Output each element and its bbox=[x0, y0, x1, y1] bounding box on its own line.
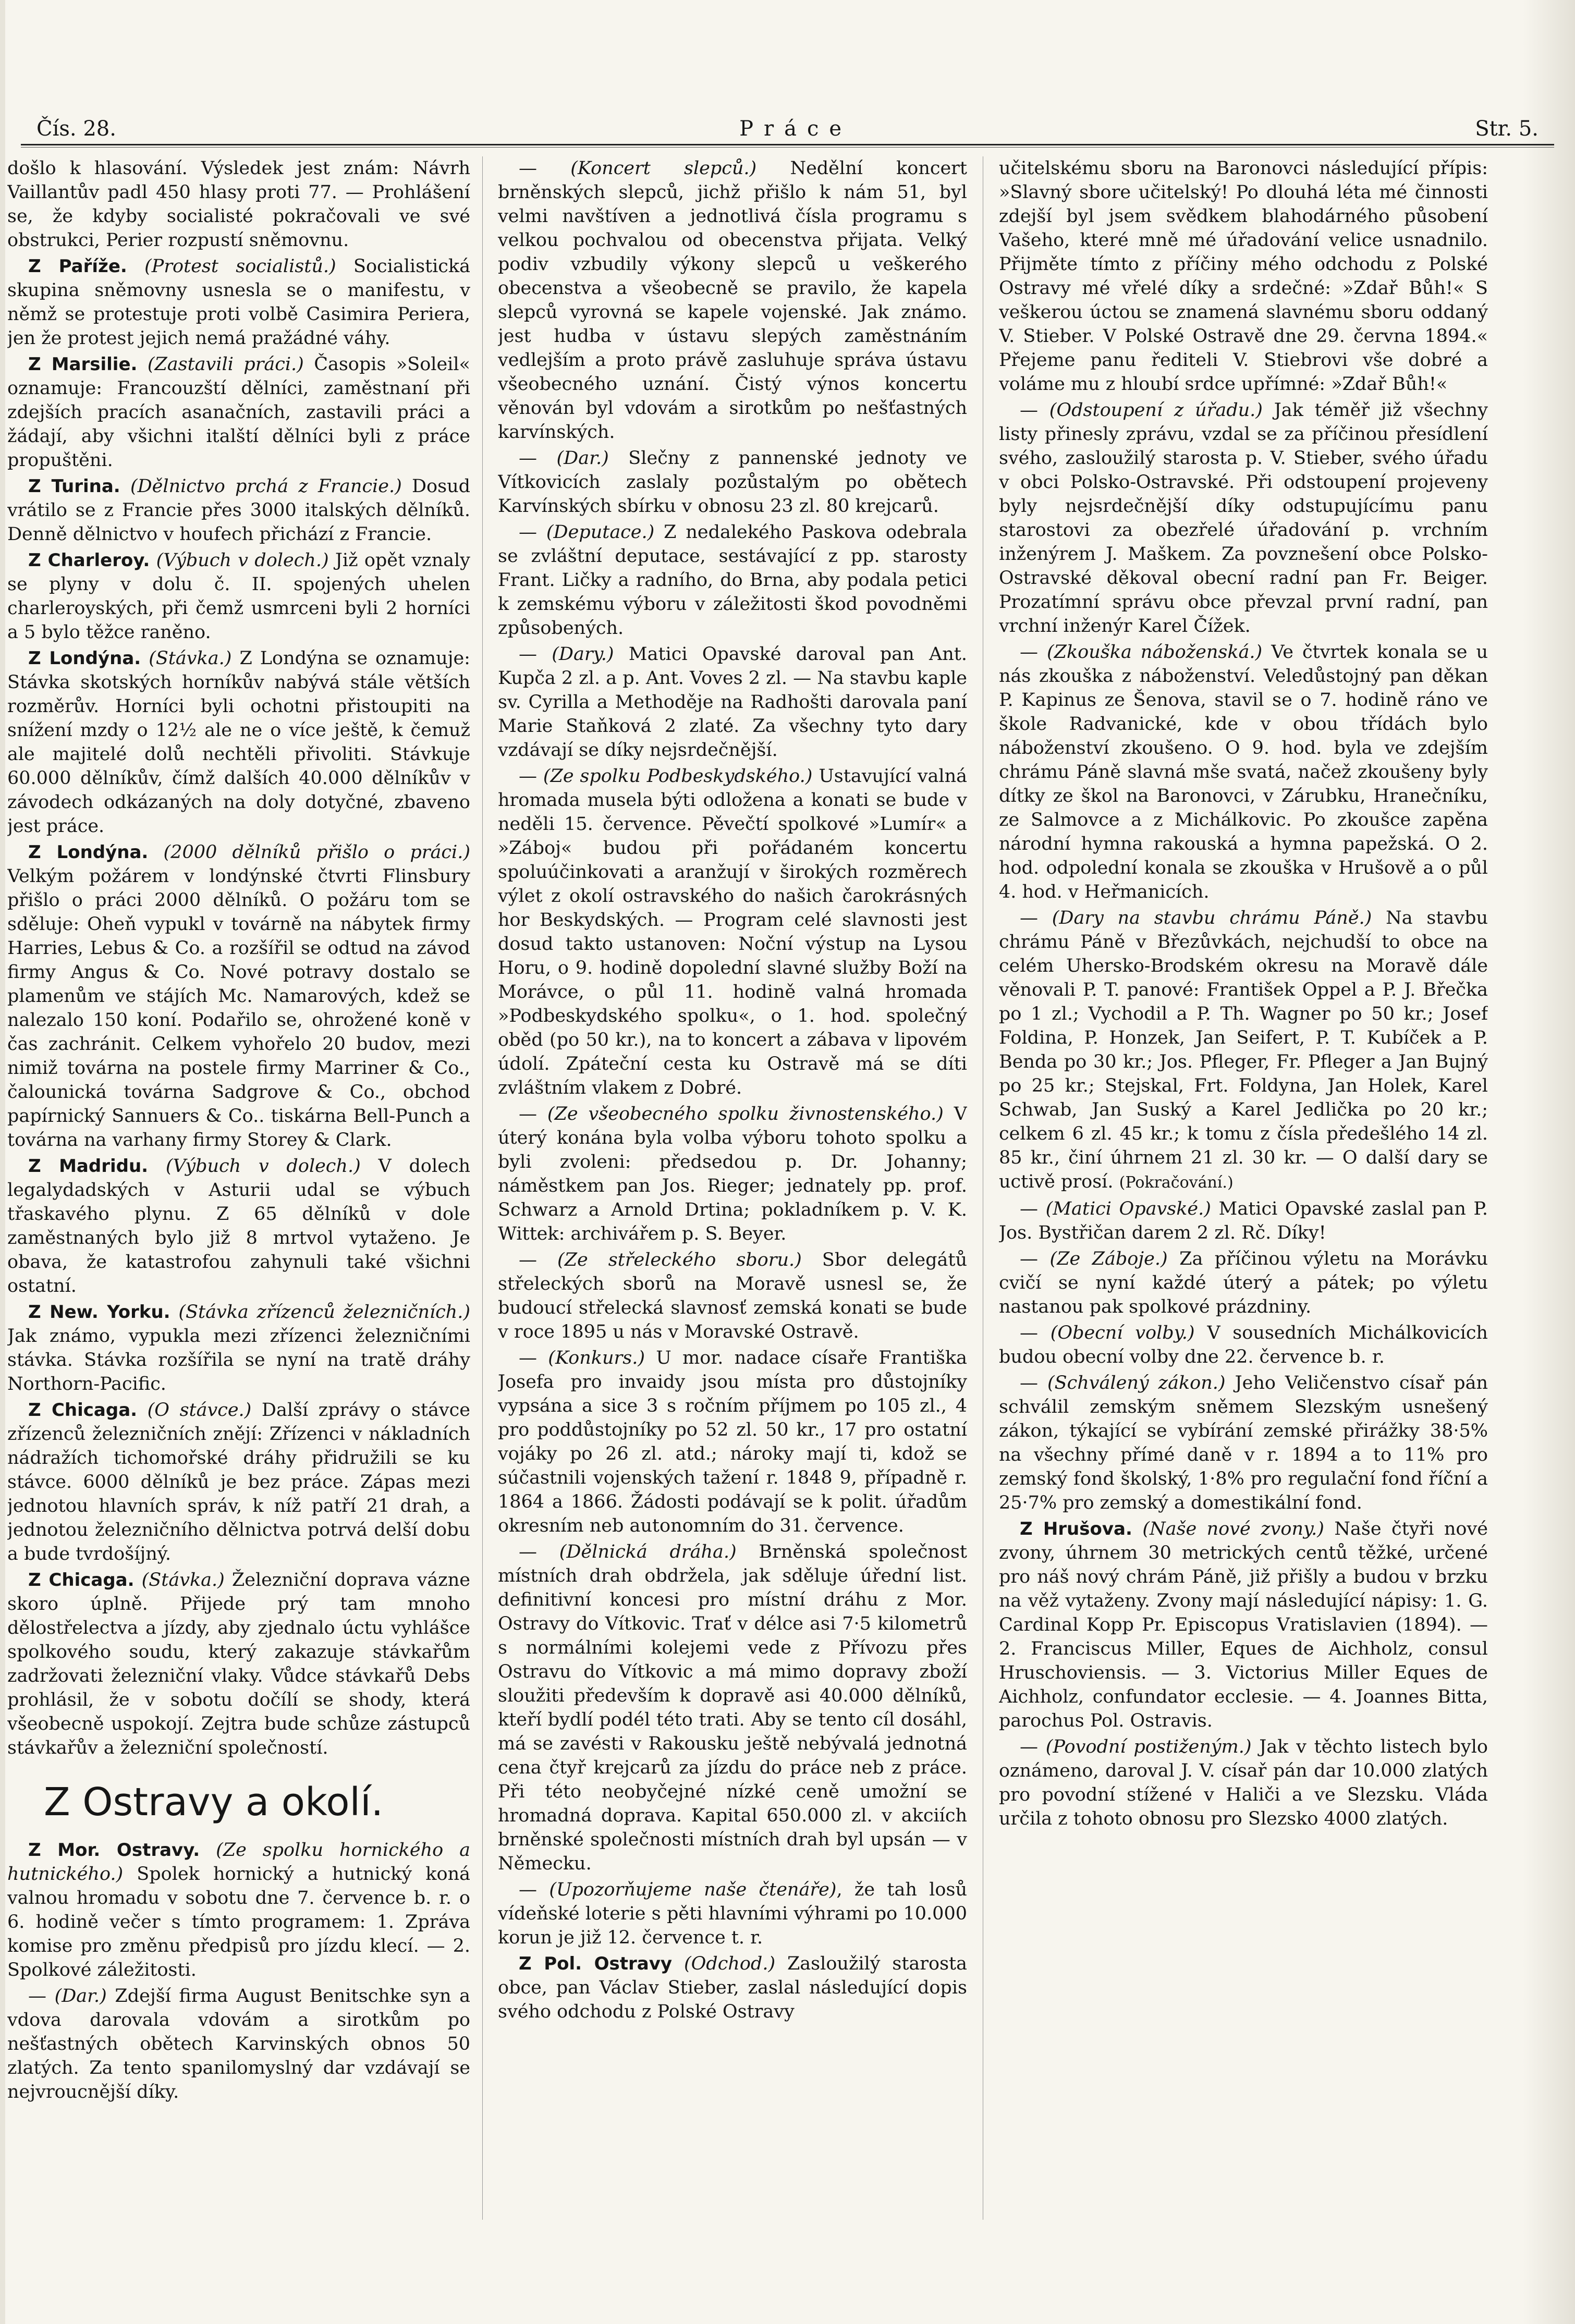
item-subtitle: (Odstoupení z úřadu.) bbox=[1049, 400, 1263, 421]
item-text: Zdejší firma August Benitschke syn a vdova darovala vdovám a sirotkům po nešťastných obětech Karvinských obnos 50 zlatých. Za tento spanilomyslný dar vzdávají se nejvroucnější díky. bbox=[7, 1986, 470, 2102]
item-text: Spolek hornický a hutnický koná valnou hromadu v sobotu dne 7. července b. r. o 6. hodině večer s tímto programem: 1. Zpráva komise pro změnu předpisů pro jízdu klecí. — 2. Spolkové záležitosti. bbox=[7, 1864, 470, 1980]
news-item-zkouska: — (Zkouška náboženská.) Ve čtvrtek konala se u nás zkouška z náboženství. Veledůstojný pan děkan P. Kapinus ze Šenova, stavil se o 7. hodině ráno ve škole Radvanické, kde v obou třídách bylo náboženství zkoušeno. O 9. hod. byla ve zdejším chrámu Páně slavná mše svatá, načež zkoušeny byly dítky ze škol na Baronovci, v Zárubku, Hranečníku, ze Salmovce a z Michálkovic. Po zkoušce zapěna národní hymna rakouská a hymna papežská. O 2. hod. odpolední konala se zkouška v Hrušově a o půl 4. hod. v Heřmanicích. bbox=[999, 642, 1488, 902]
news-item-dar: — (Dar.) Slečny z pannenské jednoty ve Vítkovicích zaslaly pozůstalým po obětech Karvínských sbírku v obnosu 23 zl. 80 krejcarů. bbox=[498, 448, 967, 517]
news-item-dary: — (Dary.) Matici Opavské daroval pan Ant. Kupča 2 zl. a p. Ant. Voves 2 zl. — Na stavbu kaple sv. Cyrilla a Methoděje na Radhošti darovala paní Marie Staňková 2 zlaté. Za všechny tyto dary vzdávají se díky nejsrdečnější. bbox=[498, 644, 967, 761]
news-item-madrid bbox=[7, 1154, 470, 1298]
news-item-zaboj: — (Ze Záboje.) Za příčinou výletu na Morávku cvičí se nyní každé úterý a pátek; po výletu nastanou pak spolkové prázdniny. bbox=[999, 1249, 1488, 1317]
page-number: Str. 5. bbox=[1475, 117, 1539, 141]
header-rule-thin bbox=[21, 147, 1554, 148]
place-heading: Z Londýna. bbox=[28, 648, 141, 669]
header-rule bbox=[21, 144, 1554, 145]
item-subtitle: (Ze střeleckého sboru.) bbox=[557, 1250, 802, 1270]
news-item-marseille bbox=[7, 352, 470, 472]
news-item-chram: — (Dary na stavbu chrámu Páně.) Na stavbu chrámu Páně v Březůvkách, nejchudší to obce na celém Uhersko-Brodském okresu na Moravě dále věnovali P. T. panové: František Oppel a P. J. Břečka po 1 zl.; Vychodil a P. Th. Wagner po 50 kr.; Josef Foldina, P. Honzek, Jan Seifert, P. T. Kubíček a P. Benda po 30 kr.; Jos. Pfleger, Fr. Pfleger a Jan Bujný po 25 kr.; Stejskal, Frt. Foldyna, Jan Holek, Karel Schwab, Jan Suský a Karel Jedlička po 20 kr.; celkem 6 zl. 45 kr.; k tomu z čísla předešlého 14 zl. 85 kr., činí úhrnem 21 zl. 30 kr. — O další dary se uctivě prosí. (Pokračování.) bbox=[999, 908, 1488, 1192]
item-subtitle: (Ze Záboje.) bbox=[1049, 1249, 1168, 1269]
item-text: Slečny z pannenské jednoty ve Vítkovicích zaslaly pozůstalým po obětech Karvínských sbírku v obnosu 23 zl. 80 krejcarů. bbox=[498, 448, 967, 517]
item-subtitle: (Dar.) bbox=[54, 1986, 107, 2007]
item-subtitle: (Ze všeobecného spolku živnostenského.) bbox=[547, 1104, 944, 1124]
item-subtitle: (Stávka zřízenců železničních.) bbox=[178, 1302, 470, 1323]
news-item-drana: — (Dělnická dráha.) Brněnská společnost místních drah obdržela, jak sděluje úřední list. definitivní koncesi pro místní dráhu z Mor. Ostravy do Vítkovic. Trať v délce asi 7·5 kilometrů s normálními kolejemi vede z Přívozu přes Ostravu do Vítkovic a má mimo dopravy zboží sloužiti především k dopravě asi 40.000 dělníků, kteří bydlí podél této trati. Aby se tento cíl dosáhl, má se zavésti v Rakousku ještě nebývalá jednotná cena čtyř krejcarů za jízdu do práce neb z práce. Při této neobyčejné nízké ceně umožní se hromadná doprava. Kapital 650.000 zl. v akciích brněnské společnosti místních drah byl upsán — v Německu. bbox=[498, 1542, 967, 1874]
news-item-volby: — (Obecní volby.) V sousedních Michálkovicích budou obecní volby dne 22. července b. r. bbox=[999, 1323, 1488, 1367]
place-heading: Z New. Yorku. bbox=[28, 1302, 170, 1323]
news-item-turin bbox=[7, 474, 470, 546]
news-item-loterie: — (Upozorňujeme naše čtenáře), že tah losů vídeňské loterie s pěti hlavními výhrami po 10.000 korun je již 12. července t. r. bbox=[498, 1879, 967, 1948]
item-subtitle: (Matici Opavské.) bbox=[1045, 1198, 1211, 1219]
news-item-konkurs: — (Konkurs.) U mor. nadace císaře Františka Josefa pro invaidy jsou místa pro důstojníky vypsána a sice 3 s ročním příjmem po 105 zl., 4 pro poddůstojníky po 52 zl. 50 kr., 17 pro ostatní vojáky po 26 zl. atd.; nároky mají ti, kdož se súčastnili vojenských tažení r. 1848 9, případně r. 1864 a 1866. Žádosti podávají se k polit. úřadům okresním neb autonomním do 31. července. bbox=[498, 1348, 967, 1536]
item-subtitle: (O stávce.) bbox=[147, 1400, 252, 1421]
item-subtitle: (Ze spolku hornického a hutnického.) bbox=[7, 1840, 470, 1885]
item-text: Jeho Veličenstvo císař pán schválil zemským sněmem Slezským usnešený zákon, týkající se vybírání zemské přirážky 38·5% na všechny přímé daně v r. 1894 a to 11% pro zemský fond školský, 1·8% pro regulační fond říční a 25·7% pro zemský a domestikální fond. bbox=[999, 1373, 1488, 1513]
item-text: Z nedalekého Paskova odebrala se zvláštní deputace, sestávající z pp. starosty Frant. Ličky a radního, do Brna, aby podala petici k zemskému výboru v záležitosti škod povodněmi způsobených. bbox=[498, 522, 967, 639]
page-header bbox=[36, 109, 1539, 141]
column-1 bbox=[7, 156, 470, 2282]
item-text: Brněnská společnost místních drah obdržela, jak sděluje úřední list. definitivní koncesi pro místní dráhu z Mor. Ostravy do Vítkovic. Trať v délce asi 7·5 kilometrů s normálními kolejemi vede z Přívozu přes Ostravu do Vítkovic a má mimo dopravy zboží sloužiti především k dopravě asi 40.000 dělníků, kteří bydlí podél této trati. Aby se tento cíl dosáhl, má se zavésti v Rakousku ještě nebývalá jednotná cena čtyř krejcarů za jízdu do práce neb z práce. Při této neobyčejné nízké ceně umožní se hromadná doprava. Kapital 650.000 zl. v akciích brněnské společnosti místních drah byl upsán — v Německu. bbox=[498, 1542, 967, 1874]
item-subtitle: (Obecní volby.) bbox=[1050, 1323, 1195, 1343]
item-subtitle: (Ze spolku Podbeskydského.) bbox=[543, 766, 813, 787]
news-item-concert: — (Koncert slepců.) Nedělní koncert brněnských slepců, jichž přišlo k nám 51, byl velmi navštíven a jednotlivá čísla programu s velkou pochvalou od obecenstva přijata. Velký podiv vzbudily výkony slepců u veškerého obecenstva a všeobecně se pravilo, že kapela slepců vyrovná se kapele vojenské. Jak známo. jest hudba v ústavu slepých zaměstnáním vedlejším a proto právě zasluhuje správa ústavu všeobecného uznání. Čistý výnos koncertu věnován byl vdovám a sirotkům po nešťastných karvínských. bbox=[498, 158, 967, 443]
place-heading: Z Turina. bbox=[28, 476, 120, 497]
item-text: došlo k hlasování. Výsledek jest znám: Návrh Vaillantův padl 450 hlasy proti 77. — Prohlášení se, že kdyby socialisté pokračovali ve své obstrukci, Perier rozpustí sněmovnu. bbox=[7, 158, 470, 251]
newspaper-title: Práce bbox=[739, 117, 852, 141]
news-item-dar: — (Dar.) Zdejší firma August Benitschke syn a vdova darovala vdovám a sirotkům po nešťastných obětech Karvinských obnos 50 zlatých. Za tento spanilomyslný dar vzdávají se nejvroucnější díky. bbox=[7, 1986, 470, 2102]
item-text: Socialistická skupina sněmovny usnesla se o manifestu, v němž se protestuje proti volbě Casimira Periera, jen že protest jejich nemá pražádné váhy. bbox=[7, 256, 470, 349]
item-text: Na stavbu chrámu Páně v Březůvkách, nejchudší to obce na celém Uhersko-Brodském okresu na Moravě dále věnovali P. T. panové: František Oppel a P. J. Břečka po 1 zl.; Vychodil a P. Th. Wagner po 50 kr.; Josef Foldina, P. Honzek, Jan Seifert, P. T. Kubíček a P. Benda po 30 kr.; Jos. Pfleger, Fr. Pfleger a Jan Bujný po 25 kr.; Stejskal, Frt. Foldyna, Jan Holek, Karel Schwab, Jan Suský a Karel Jedlička po 20 kr.; celkem 6 zl. 45 kr.; k tomu z čísla předešlého 14 zl. 85 kr., činí úhrnem 21 zl. 30 kr. — O další dary se uctivě prosí. bbox=[999, 908, 1488, 1192]
news-item-new-york bbox=[7, 1300, 470, 1396]
item-text: Jak v těchto listech bylo oznámeno, daroval J. V. císař pán dar 10.000 zlatých pro povodní stížené v Haliči a ve Slezsku. Vláda určila z tohoto obnosu pro Slezsko 4000 zlatých. bbox=[999, 1736, 1488, 1829]
page-edge-right bbox=[1523, 0, 1575, 2324]
item-subtitle: (Odchod.) bbox=[683, 1953, 776, 1974]
item-subtitle: (Výbuch v dolech.) bbox=[156, 550, 329, 571]
item-text: Zasloužilý starosta obce, pan Václav Stieber, zaslal následující dopis svého odchodu z Polské Ostravy bbox=[498, 1953, 967, 2022]
news-item-hrusov bbox=[999, 1517, 1488, 1733]
place-heading: Z Pol. Ostravy bbox=[519, 1953, 673, 1974]
item-subtitle: (Schválený zákon.) bbox=[1047, 1373, 1226, 1393]
item-text: Další zprávy o stávce zřízenců železničních znějí: Zřízenci v nákladních nádražích tichomořské dráhy přidružili se ku stávce. 6000 dělníků je bez práce. Zápas mezi jednotou hlavních správ, k níž patří 21 drah, a jednotou železničního dělnictva potrvá delší dobu a bude tvrdošíjný. bbox=[7, 1400, 470, 1564]
item-subtitle: (Zastavili práci.) bbox=[147, 354, 304, 375]
article-paragraph bbox=[999, 156, 1488, 396]
item-subtitle: (2000 dělníků přišlo o práci.) bbox=[163, 842, 470, 863]
news-item-zivnostensky: — (Ze všeobecného spolku živnostenského.) V úterý konána byla volba výboru tohoto spolku a byli zvoleni: předsedou p. Dr. Johanny; náměstkem pan Jos. Rieger; jednately pp. prof. Schwarz a Arnold Drtina; pokladníkem p. V. K. Wittek: archivářem p. S. Beyer. bbox=[498, 1104, 967, 1244]
item-text: Jak téměř již všechny listy přinesly zprávu, vzdal se za příčinou přesídlení svého, zasloužilý starosta p. V. Stieber, svého úřadu v obci Polsko-Ostravské. Při odstoupení projeveny byly nejsrdečnější díky odstupujícímu panu starostovi za obezřelé úřadování p. vrchním inženýrem J. Maškem. Za povznešení obce Polsko-Ostravské děkoval obecní radní pan Fr. Beiger. Prozatímní správu obce převzal první radní, pan vrchní inženýr Karel Čížek. bbox=[999, 400, 1488, 637]
place-heading: Z Londýna. bbox=[28, 842, 149, 863]
place-heading: Z Madridu. bbox=[28, 1156, 149, 1177]
item-subtitle: (Stávka.) bbox=[141, 1570, 225, 1591]
news-item-povodne: — (Povodní postiženým.) Jak v těchto listech bylo oznámeno, daroval J. V. císař pán dar 10.000 zlatých pro povodní stížené v Haliči a ve Slezsku. Vláda určila z tohoto obnosu pro Slezsko 4000 zlatých. bbox=[999, 1736, 1488, 1829]
item-subtitle: (Naše nové zvony.) bbox=[1142, 1519, 1324, 1539]
place-heading: Z Paříže. bbox=[28, 256, 127, 277]
place-heading: Z Chicaga. bbox=[28, 1570, 135, 1591]
item-subtitle: (Dar.) bbox=[556, 448, 609, 469]
article-paragraph bbox=[7, 156, 470, 252]
news-item-matice: — (Matici Opavské.) Matici Opavské zaslal pan P. Jos. Bystřičan darem 2 zl. Rč. Díky! bbox=[999, 1198, 1488, 1243]
place-heading: Z Marsilie. bbox=[28, 354, 138, 375]
item-text: Železniční doprava vázne skoro úplně. Přijede prý tam mnoho dělostřelectva a jízdy, aby zjednalo úctu vyhlášce spolkového soudu, který zakazuje stávkařům zadržovati železniční vlaky. Vůdce stávkařů Debs prohlásil, že v sobotu dočílí se shody, která všeobecně uspokojí. Zejtra bude schůze zástupců stávkařův a železniční společností. bbox=[7, 1570, 470, 1758]
item-text: V sousedních Michálkovicích budou obecní volby dne 22. července b. r. bbox=[999, 1323, 1488, 1367]
place-heading: Z Chicaga. bbox=[28, 1400, 138, 1421]
item-text: Matici Opavské daroval pan Ant. Kupča 2 zl. a p. Ant. Voves 2 zl. — Na stavbu kaple sv. Cyrilla a Methoděje na Radhošti darovala paní Marie Staňková 2 zlaté. Za všechny tyto dary vzdávají se díky nejsrdečnější. bbox=[498, 644, 967, 761]
item-subtitle: (Koncert slepců.) bbox=[570, 158, 757, 179]
news-item-deputace: — (Deputace.) Z nedalekého Paskova odebrala se zvláštní deputace, sestávající z pp. starosty Frant. Ličky a radního, do Brna, aby podala petici k zemskému výboru v záležitosti škod povodněmi způsobených. bbox=[498, 522, 967, 639]
place-heading: Z Charleroy. bbox=[28, 550, 150, 571]
item-text: Z Londýna se oznamuje: Stávka skotských horníkův nabývá stále větších rozměrův. Horníci byli ochotni přistoupiti na snížení mzdy o 12½ ale ne o více ještě, k čemuž ale majitelé dolů nechtěli přivoliti. Stávkuje 60.000 dělníkův, čímž dalších 40.000 dělníkův v závodech odkázaných na doly dotyčné, zbaveno jest práce. bbox=[7, 648, 470, 837]
item-text: Naše čtyři nové zvony, úhrnem 30 metrických centů těžké, určené pro náš nový chrám Páně, již přišly a budou v brzku na věž vytaženy. Zvony mají následující nápisy: 1. G. Cardinal Kopp Pr. Episcopus Vratislavien (1894). — 2. Franciscus Miller, Eques de Aichholz, consul Hruschoviensis. — 3. Victorius Miller Eques de Aichholz, confundator ecclesie. — 4. Joannes Bitta, parochus Pol. Ostravis. bbox=[999, 1519, 1488, 1731]
item-text: Jak známo, vypukla mezi zřízenci železničními stávka. Stávka rozšířila se nyní na tratě dráhy Northorn-Pacific. bbox=[7, 1326, 470, 1395]
item-text: V dolech legalydadských v Asturii udal se výbuch třaskavého plynu. Z 65 dělníků v dole zaměstnaných bylo již 8 mrtvol vytaženo. Je obava, že katastrofou zahynuli také všichni ostatní. bbox=[7, 1156, 470, 1296]
item-text: Ve čtvrtek konala se u nás zkouška z náboženství. Veledůstojný pan děkan P. Kapinus ze Šenova, stavil se o 7. hodině ráno ve škole Radvanické, kde v obou třídách bylo náboženství zkoušeno. O 9. hod. byla ve zdejším chrámu Páně slavná mše svatá, načež zkoušeny byly dítky ze škol na Baronovci, v Zárubku, Hranečníku, ze Salmovce a z Michálkovic. Po zkoušce zapěna národní hymna rakouská a hymna papežská. O 2. hod. odpolední konala se zkouška v Hrušově a o půl 4. hod. v Heřmanicích. bbox=[999, 642, 1488, 902]
item-subtitle: (Deputace.) bbox=[546, 522, 655, 543]
item-subtitle: (Výbuch v dolech.) bbox=[165, 1156, 361, 1177]
column-3 bbox=[999, 156, 1488, 2282]
section-heading: Z Ostravy a okolí. bbox=[44, 1780, 384, 1825]
place-heading: Z Hrušova. bbox=[1020, 1519, 1132, 1539]
news-item-pol-ostrava bbox=[498, 1952, 967, 2024]
item-text: Sbor delegátů střeleckých sborů na Moravě usnesl se, že budoucí střelecká slavnosť zemská konati se bude v roce 1895 u nás v Moravské Ostravě. bbox=[498, 1250, 967, 1342]
news-item-paris bbox=[7, 254, 470, 350]
item-text: Již opět vznaly se plyny v dolu č. II. spojených uhelen charleroyských, při čemž usmrceni byli 2 horníci a 5 bylo těžce raněno. bbox=[7, 550, 470, 643]
item-subtitle: (Dělnictvo prchá z Francie.) bbox=[130, 476, 402, 497]
item-text: U mor. nadace císaře Františka Josefa pro invaidy jsou místa pro důstojníky vypsána a sice 3 s ročním příjmem po 105 zl., 4 pro poddůstojníky po 52 zl. 50 kr., 17 pro ostatní vojáky po 26 zl. atd.; nároky mají ti, kdož se súčastnili vojenských tažení r. 1848 9, případně r. 1864 a 1866. Žádosti podávají se k polit. úřadům okresním neb autonomním do 31. července. bbox=[498, 1348, 967, 1536]
news-item-odstoupeni: — (Odstoupení z úřadu.) Jak téměř již všechny listy přinesly zprávu, vzdal se za příčinou přesídlení svého, zasloužilý starosta p. V. Stieber, svého úřadu v obci Polsko-Ostravské. Při odstoupení projeveny byly nejsrdečnější díky odstupujícímu panu starostovi za obezřelé úřadování p. vrchním inženýrem J. Maškem. Za povznešení obce Polsko-Ostravské děkoval obecní radní pan Fr. Beiger. Prozatímní správu obce převzal první radní, pan vrchní inženýr Karel Čížek. bbox=[999, 400, 1488, 637]
item-subtitle: (Zkouška náboženská.) bbox=[1046, 642, 1263, 663]
item-text: Dosud vrátilo se z Francie přes 3000 italských dělníků. Denně dělnictvo v houfech přichází z Francie. bbox=[7, 476, 470, 545]
item-subtitle: (Upozorňujeme naše čtenáře) bbox=[549, 1879, 837, 1900]
news-item-london-fire bbox=[7, 840, 470, 1152]
news-item-zakon: — (Schválený zákon.) Jeho Veličenstvo císař pán schválil zemským sněmem Slezským usnešený zákon, týkající se vybírání zemské přirážky 38·5% na všechny přímé daně v r. 1894 a to 11% pro zemský fond školský, 1·8% pro regulační fond říční a 25·7% pro zemský a domestikální fond. bbox=[999, 1373, 1488, 1513]
item-subtitle: (Povodní postiženým.) bbox=[1045, 1736, 1252, 1757]
item-subtitle: (Stávka.) bbox=[149, 648, 232, 669]
column-divider bbox=[482, 156, 483, 2220]
item-subtitle: (Protest socialistů.) bbox=[144, 256, 336, 277]
item-subtitle: (Dary na stavbu chrámu Páně.) bbox=[1052, 908, 1372, 928]
column-2 bbox=[498, 156, 967, 2282]
issue-number: Čís. 28. bbox=[36, 117, 116, 141]
item-text: Nedělní koncert brněnských slepců, jichž přišlo k nám 51, byl velmi navštíven a jednotlivá čísla programu s velkou pochvalou od obecenstva přijata. Velký podiv vzbudily výkony slepců u veškerého obecenstva a všeobecně se pravilo, že kapela slepců vyrovná se kapele vojenské. Jak známo. jest hudba v ústavu slepých zaměstnáním vedlejším a proto právě zasluhuje správa ústavu všeobecného uznání. Čistý výnos koncertu věnován byl vdovám a sirotkům po nešťastných karvínských. bbox=[498, 158, 967, 443]
item-text: Matici Opavské zaslal pan P. Jos. Bystřičan darem 2 zl. Rč. Díky! bbox=[999, 1198, 1488, 1243]
news-item-chicago-1 bbox=[7, 1398, 470, 1566]
news-item-podbeskydsky: — (Ze spolku Podbeskydského.) Ustavující valná hromada musela býti odložena a konati se bude v neděli 15. července. Pěvečtí spolkové »Lumír« a »Záboj« budou při pořádaném koncertu spoluúčinkovati a aranžují v širokých rozměrech výlet z okolí ostravského do našich čarokrásných hor Beskydských. — Program celé slavnosti jest dosud takto ustanoven: Noční výstup na Lysou Horu, o 9. hodině dopolední slavné služby Boží na Morávce, o půl 11. hodině valná hromada »Podbeskydského spolku«, o 1. hod. společný oběd (po 50 kr.), na to koncert a zábava v lipovém údolí. Zpáteční cesta ku Ostravě má se díti zvláštním vlakem z Dobré. bbox=[498, 766, 967, 1098]
item-text: Velkým požárem v londýnské čtvrti Flinsbury přišlo o práci 2000 dělníků. O požáru tom se sděluje: Oheň vypukl v továrně na nábytek firmy Harries, Lebus & Co. a rozšířil se odtud na závod firmy Angus & Co. Nové potravy dostalo se plamenům ve stájích Mc. Namarových, kdež se nalezalo 150 koní. Podařilo se, ohrožené koně v čas zachránit. Celkem vyhořelo 20 budov, mezi nimiž továrna na postele firmy Marriner & Co., čalounická továrna Sadgrove & Co., obchod papírnický Sannuers & Co.. tiskárna Bell-Punch a továrna na varhany firmy Storey & Clark. bbox=[7, 866, 470, 1151]
item-text: Za příčinou výletu na Morávku cvičí se nyní každé úterý a pátek; po výletu nastanou pak spolkové prázdniny. bbox=[999, 1249, 1488, 1317]
news-item-chicago-2 bbox=[7, 1568, 470, 1760]
news-item-mor-ostrava bbox=[7, 1838, 470, 1982]
place-heading: Z Mor. Ostravy. bbox=[28, 1840, 200, 1861]
item-text: Časopis »Soleil« oznamuje: Francouzští dělníci, zaměstnaní při zdejších pracích asanačních, zastavili práci a žádají, aby všichni italští dělníci byli z práce propuštěni. bbox=[7, 354, 470, 471]
item-text: Ustavující valná hromada musela býti odložena a konati se bude v neděli 15. července. Pěvečtí spolkové »Lumír« a »Záboj« budou při pořádaném koncertu spoluúčinkovati a aranžují v širokých rozměrech výlet z okolí ostravského do našich čarokrásných hor Beskydských. — Program celé slavnosti jest dosud takto ustanoven: Noční výstup na Lysou Horu, o 9. hodině dopolední slavné služby Boží na Morávce, o půl 11. hodině valná hromada »Podbeskydského spolku«, o 1. hod. společný oběd (po 50 kr.), na to koncert a zábava v lipovém údolí. Zpáteční cesta ku Ostravě má se díti zvláštním vlakem z Dobré. bbox=[498, 766, 967, 1098]
news-item-strelecky: — (Ze střeleckého sboru.) Sbor delegátů střeleckých sborů na Moravě usnesl se, že budoucí střelecká slavnosť zemská konati se bude v roce 1895 u nás v Moravské Ostravě. bbox=[498, 1250, 967, 1342]
item-subtitle: (Konkurs.) bbox=[548, 1348, 645, 1368]
news-item-charleroi bbox=[7, 548, 470, 644]
item-subtitle: (Dary.) bbox=[552, 644, 614, 665]
item-text: učitelskému sboru na Baronovci následující přípis: »Slavný sbore učitelský! Po dlouhá léta mé činnosti zdejší byl jsem svědkem blahodárného působení Vašeho, které mně mé úřadování velice usnadnilo. Přijměte tímto z příčiny mého odchodu z Polské Ostravy mé vřelé díky a srdečné: »Zdař Bůh!« S veškerou úctou se znamená slavnému sboru oddaný V. Stieber. V Polské Ostravě dne 29. června 1894.« Přejeme panu řediteli V. Stiebrovi vše dobré a voláme mu z hloubí srdce upřímné: »Zdař Bůh!« bbox=[999, 158, 1488, 395]
item-text: , že tah losů vídeňské loterie s pěti hlavními výhrami po 10.000 korun je již 12. července t. r. bbox=[498, 1879, 967, 1948]
news-item-london-strike bbox=[7, 646, 470, 838]
item-text: V úterý konána byla volba výboru tohoto spolku a byli zvoleni: předsedou p. Dr. Johanny; náměstkem pan Jos. Rieger; jednately pp. prof. Schwarz a Arnold Drtina; pokladníkem p. V. K. Wittek: archivářem p. S. Beyer. bbox=[498, 1104, 967, 1244]
item-subtitle: (Dělnická dráha.) bbox=[559, 1542, 737, 1562]
item-text: (Pokračování.) bbox=[1119, 1173, 1234, 1192]
page-edge-left bbox=[0, 0, 5, 2324]
